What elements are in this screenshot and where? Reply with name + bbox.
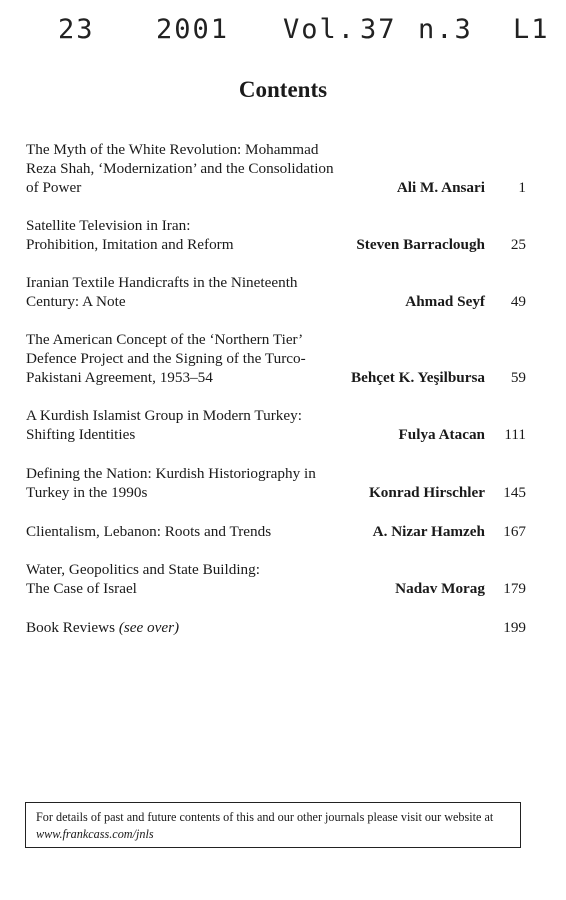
website-notice-box <box>25 802 521 848</box>
article-page: 167 <box>503 523 526 540</box>
article-page: 111 <box>504 426 526 443</box>
handwritten-annotation <box>58 14 566 64</box>
handwritten-number: 23 <box>58 14 95 45</box>
contents-heading: Contents <box>238 77 328 102</box>
article-author: A. Nizar Hamzeh <box>372 523 485 540</box>
article-page: 1 <box>518 179 526 196</box>
handwritten-code: L1 <box>513 14 550 45</box>
article-author: Ahmad Seyf <box>405 293 485 310</box>
toc-entry <box>26 464 526 502</box>
handwritten-year: 2001 <box>156 14 230 45</box>
article-page: 49 <box>510 293 526 310</box>
article-title: Defining the Nation: Kurdish Historiography in Turkey in the 1990s <box>26 465 316 501</box>
toc-entry <box>26 273 526 311</box>
article-page: 145 <box>503 484 526 501</box>
book-reviews-label: Book Reviews <box>26 619 116 636</box>
handwritten-issue: n.3 <box>418 14 473 45</box>
article-author: Fulya Atacan <box>398 426 485 443</box>
toc-entry <box>26 140 526 197</box>
article-title: Water, Geopolitics and State Building: The Case of Israel <box>26 561 260 597</box>
article-author: Steven Barraclough <box>356 236 485 253</box>
handwritten-vol-label: Vol. <box>283 14 357 45</box>
article-title: The American Concept of the ‘Northern Tier’ Defence Project and the Signing of the Turco- Pakistani Agreement, 1953–54 <box>26 331 306 386</box>
handwritten-vol-number: 37 <box>360 14 397 45</box>
article-page: 59 <box>510 369 526 386</box>
toc-entry <box>26 330 526 387</box>
article-title: Satellite Television in Iran: Prohibition, Imitation and Reform <box>26 217 234 253</box>
toc-entry <box>26 522 526 541</box>
article-title: Iranian Textile Handicrafts in the Nineteenth Century: A Note <box>26 274 298 310</box>
article-title: Clientalism, Lebanon: Roots and Trends <box>26 523 272 540</box>
article-page: 179 <box>503 580 526 597</box>
article-author: Ali M. Ansari <box>396 179 485 196</box>
toc-entry <box>26 560 526 598</box>
toc-entry <box>26 406 526 444</box>
book-reviews-entry <box>26 618 526 637</box>
website-url: www.frankcass.com/jnls <box>36 827 154 841</box>
article-title: The Myth of the White Revolution: Mohammad Reza Shah, ‘Modernization’ and the Consolidation of Power <box>26 141 334 196</box>
book-reviews-note: (see over) <box>118 619 180 636</box>
article-author: Behçet K. Yeşilbursa <box>350 369 485 386</box>
website-notice-text: For details of past and future contents of this and our other journals please visit our website at <box>36 810 494 824</box>
article-author: Konrad Hirschler <box>368 484 485 501</box>
book-reviews-page: 199 <box>503 619 526 636</box>
article-author: Nadav Morag <box>395 580 485 597</box>
article-title: A Kurdish Islamist Group in Modern Turkey: Shifting Identities <box>26 407 302 443</box>
toc-entry <box>26 216 526 254</box>
article-page: 25 <box>510 236 526 253</box>
